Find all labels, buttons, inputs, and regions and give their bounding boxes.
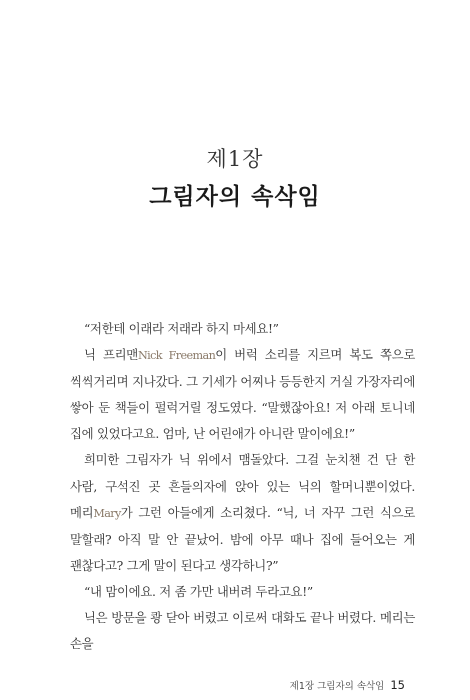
text-segment: 이 버럭 소리를 지르며 복도 쪽으로 씩씩거리며 지나갔다. 그 기세가 어찌나 등등한지 거실 가장자리에 쌓아 둔 책들이 펄럭거릴 정도였다. “말했잖아요! 저 아래 토니네 집에 있었다고요. 엄마, 난 어린애가 아니란 말이에요!” <box>70 347 415 442</box>
text-segment: 희미한 그림자가 닉 위에서 맴돌았다. 그걸 눈치챈 건 단 한 사람, 구석진 곳 흔들의자에 앉아 있는 닉의 할머니뿐이었다. 메리 <box>70 452 415 520</box>
body-paragraph <box>70 447 415 578</box>
text-segment: “저한테 이래라 저래라 하지 마세요!” <box>84 321 279 336</box>
chapter-number: 제1장 <box>206 147 264 171</box>
body-paragraph <box>70 342 415 447</box>
chapter-title: 그림자의 속삭임 <box>149 183 321 210</box>
body-text <box>70 316 415 657</box>
text-segment: 가 그런 아들에게 소리쳤다. “닉, 너 자꾸 그런 식으로 말할래? 아직 말 안 끝났어. 밤에 아무 때나 집에 들어오는 게 괜찮다고? 그게 말이 된다고 생각하니?” <box>70 504 415 573</box>
text-segment: 닉은 방문을 쾅 닫아 버렸고 이로써 대화도 끝나 버렸다. 메리는 손을 <box>70 610 415 652</box>
page-number: 15 <box>390 678 405 692</box>
body-paragraph <box>70 579 415 605</box>
running-title: 제1장 그림자의 속삭임 <box>289 681 385 692</box>
text-segment: “내 맘이에요. 저 좀 가만 내버려 두라고요!” <box>84 583 313 599</box>
page-footer <box>290 678 405 692</box>
body-paragraph <box>70 605 415 657</box>
body-paragraph <box>70 316 415 342</box>
latin-name: Nick Freeman <box>137 349 216 363</box>
latin-name: Mary <box>93 506 121 520</box>
text-segment: 닉 프리맨 <box>84 347 138 363</box>
